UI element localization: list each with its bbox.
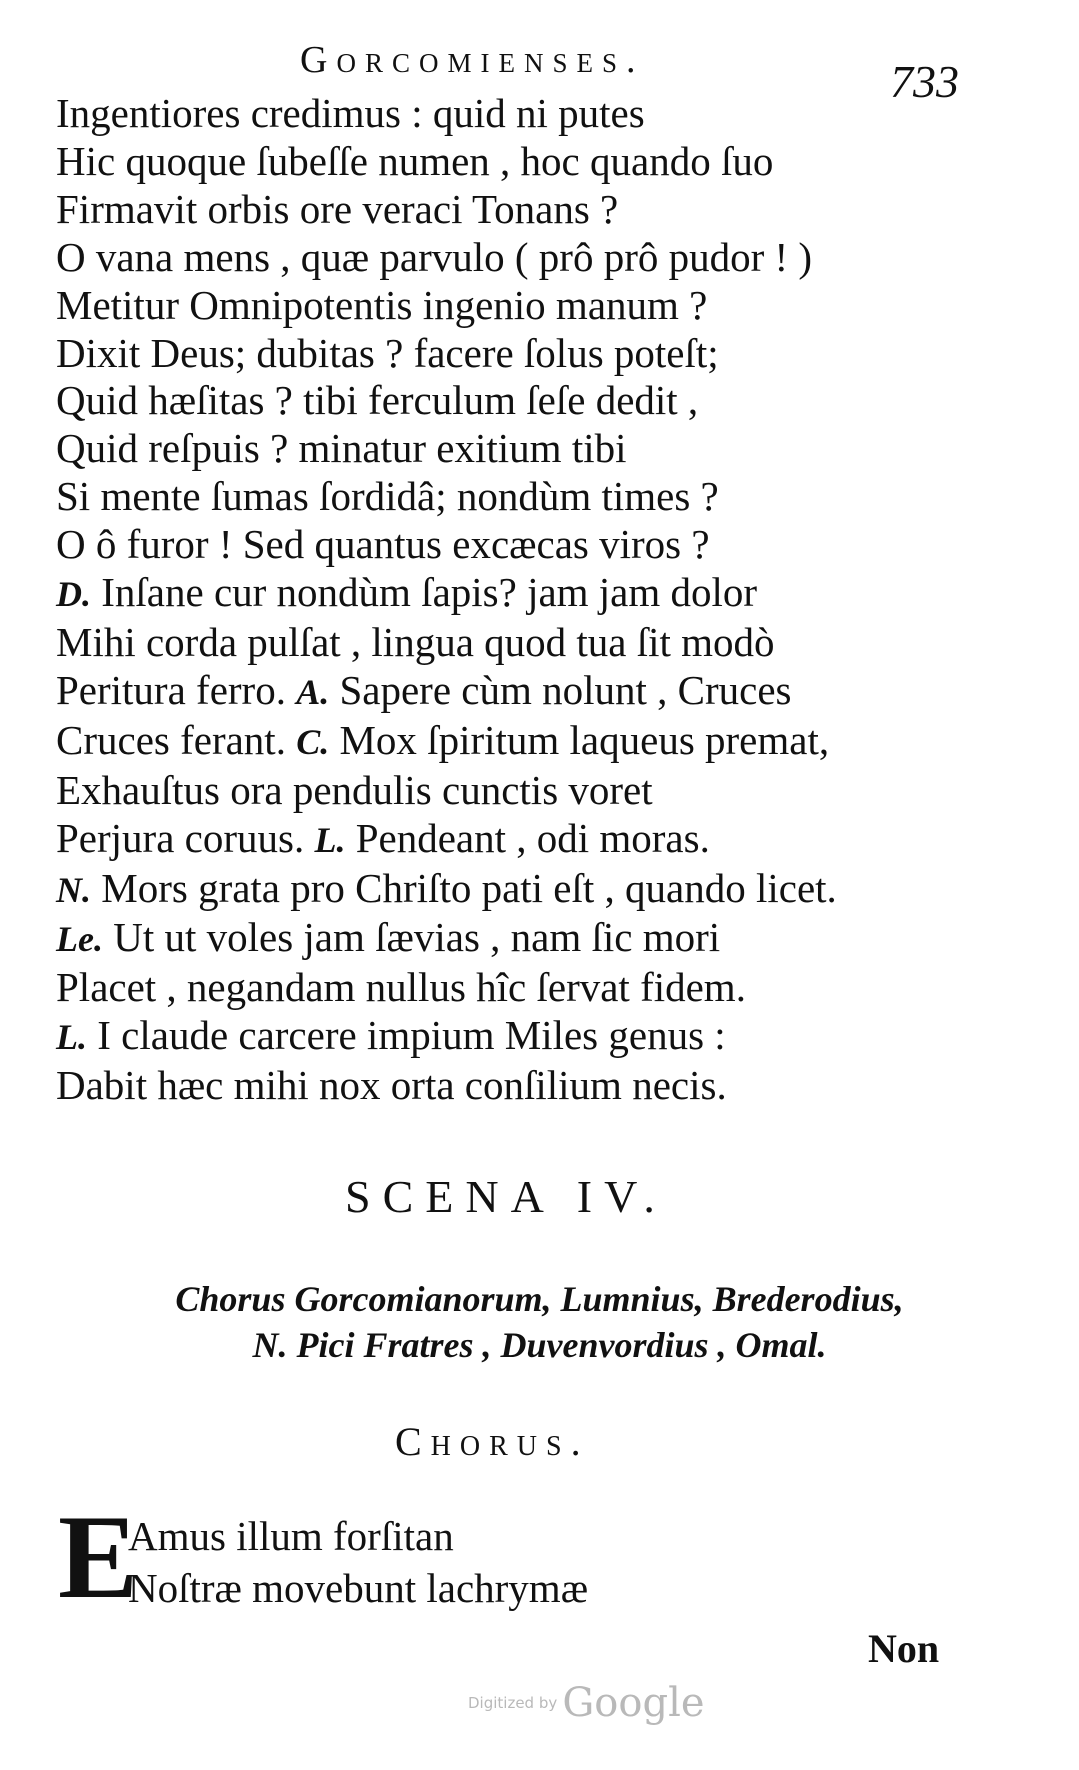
chorus-line-1: Amus illum forſitan	[128, 1513, 454, 1559]
verse-text: I claude carcere impium Miles genus :	[87, 1012, 726, 1059]
verse-line	[56, 90, 956, 138]
speaker-abbreviation: C.	[296, 721, 330, 762]
verse-text: Si mente ſumas ſordidâ; nondùm times ?	[56, 473, 719, 520]
verse-text: Hic quoque ſubeſſe numen , hoc quando ſuo	[56, 137, 774, 184]
verse-line	[56, 473, 956, 521]
verse-text: Placet , negandam nullus hîc ſervat fidem.	[56, 964, 746, 1011]
verse-text: O ô furor ! Sed quantus excæcas viros ?	[56, 521, 710, 568]
speaker-abbreviation: A.	[296, 671, 330, 712]
verse-text: Mihi corda pulſat , lingua quod tua ſit modò	[56, 618, 775, 665]
verse-line	[56, 815, 956, 865]
chorus-line-2: Noſtræ movebunt lachrymæ	[128, 1565, 589, 1611]
verse-text: Quid hæſitas ? tibi ferculum ſeſe dedit ,	[56, 377, 699, 424]
verse-text: Ingentiores credimus : quid ni putes	[56, 90, 645, 136]
verse-text: Peritura ferro.	[56, 666, 297, 713]
speaker-abbreviation: D.	[56, 574, 91, 615]
digitization-watermark	[468, 1680, 705, 1726]
verse-line	[56, 1012, 956, 1062]
verse-text: Pendeant , odi moras.	[345, 814, 710, 861]
verse-line	[56, 282, 956, 330]
cast-list-line-2: N. Pici Fratres , Duvenvordius , Omal.	[252, 1325, 827, 1365]
speaker-abbreviation: N.	[56, 869, 91, 910]
drop-cap: E	[58, 1490, 139, 1623]
verse-line	[56, 619, 956, 667]
verse-text: Cruces ferant.	[56, 716, 297, 763]
verse-text: Ut ut voles jam ſævias , nam ſic mori	[102, 914, 721, 961]
verse-line	[56, 138, 956, 186]
speaker-abbreviation: L.	[56, 1017, 87, 1058]
verse-text: Dabit hæc mihi nox orta conſilium necis.	[56, 1062, 727, 1109]
watermark-small-text: Digitized by	[468, 1694, 558, 1712]
page-number: 733	[890, 56, 959, 107]
verse-text: Mox ſpiritum laqueus premat,	[329, 716, 830, 763]
verse-line	[56, 425, 956, 473]
verse-line	[56, 521, 956, 569]
verse-text: Sapere cùm nolunt , Cruces	[329, 666, 792, 713]
verse-line	[56, 234, 956, 282]
verse-text: Dixit Deus; dubitas ? facere ſolus poteſt;	[56, 329, 719, 376]
verse-line	[56, 377, 956, 425]
verse-line	[56, 914, 956, 964]
verse-text: Exhauſtus ora pendulis cunctis voret	[56, 766, 653, 813]
speaker-abbreviation: L.	[314, 819, 346, 860]
verse-text: O vana mens , quæ parvulo ( prô prô pudor ! )	[56, 233, 813, 280]
chorus-heading: Chorus.	[395, 1419, 590, 1464]
verse-text: Inſane cur nondùm ſapis? jam jam dolor	[91, 569, 758, 616]
verse-line	[56, 330, 956, 378]
verse-line	[56, 865, 956, 915]
verse-line	[56, 717, 956, 767]
scene-title: SCENA IV.	[345, 1171, 667, 1222]
verse-text: Firmavit orbis ore veraci Tonans ?	[56, 185, 619, 232]
verse-line	[56, 964, 956, 1012]
verse-line	[56, 767, 956, 815]
running-head: Gorcomienses.	[300, 39, 645, 81]
verse-text: Quid reſpuis ? minatur exitium tibi	[56, 425, 627, 472]
catchword: Non	[868, 1626, 940, 1671]
chorus-verse	[128, 1510, 588, 1614]
verse-line	[56, 667, 956, 717]
verse-line	[56, 1062, 956, 1110]
verse-text: Mors grata pro Chriſto pati eſt , quando licet.	[91, 864, 837, 911]
verse-text: Perjura coruus.	[56, 814, 315, 861]
cast-list-line-1: Chorus Gorcomianorum, Lumnius, Brederodius,	[175, 1279, 904, 1319]
speaker-abbreviation: Le.	[56, 919, 103, 960]
verse-line	[56, 186, 956, 234]
verse-text: Metitur Omnipotentis ingenio manum ?	[56, 281, 708, 328]
verse-block	[56, 90, 956, 1110]
google-logo-text: Google	[562, 1680, 705, 1726]
verse-line	[56, 569, 956, 619]
